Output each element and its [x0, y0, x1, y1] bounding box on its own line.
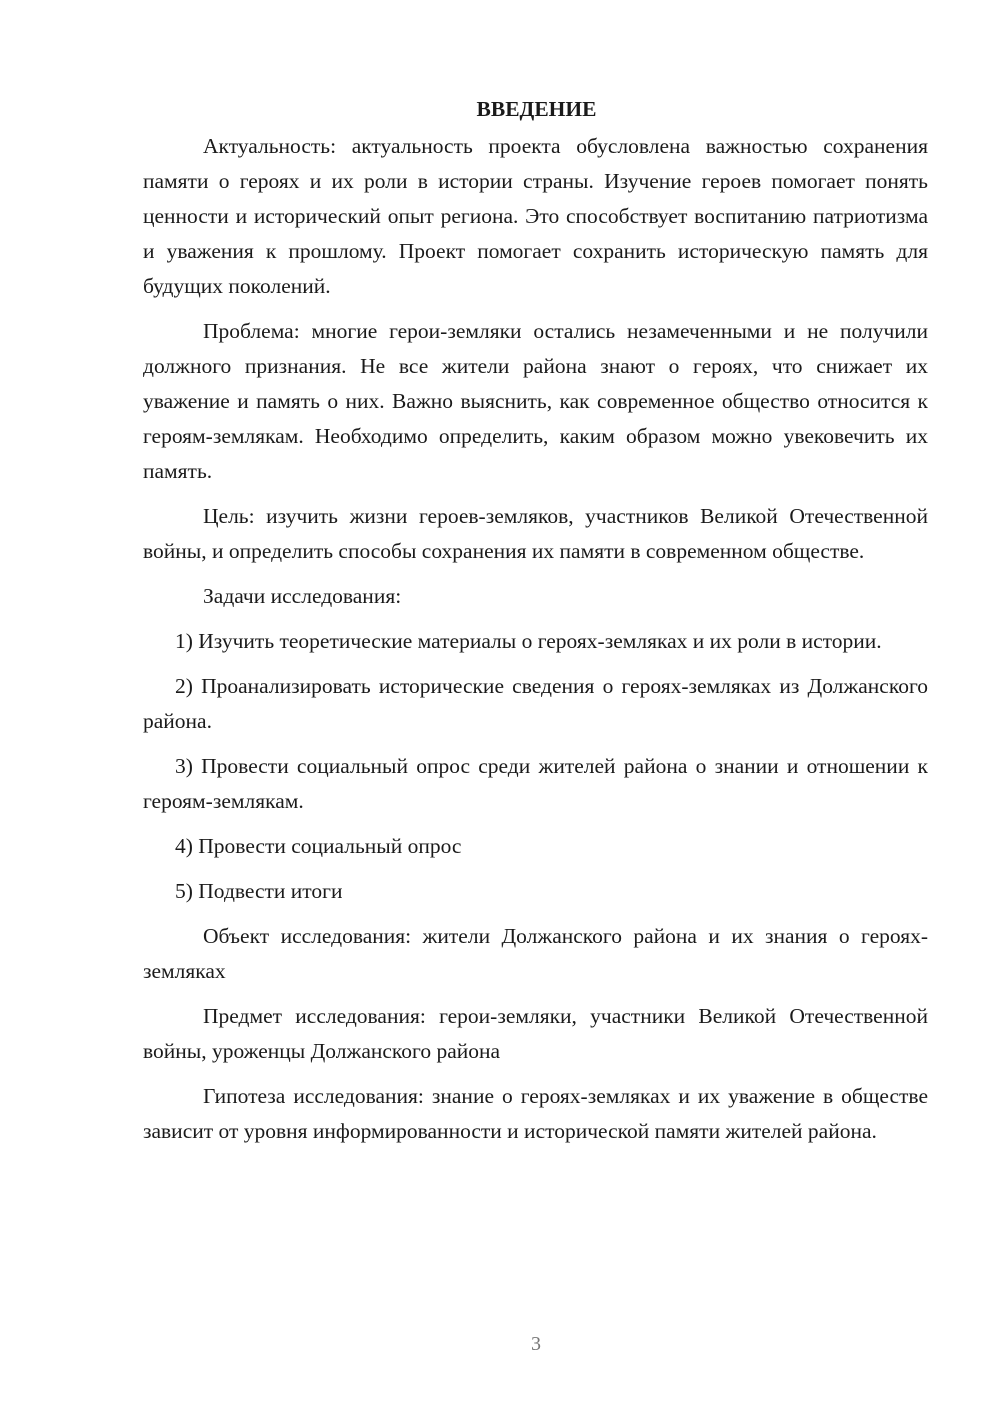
goal-paragraph: Цель: изучить жизни героев-земляков, участников Великой Отечественной войны, и определить способы сохранения их памяти в современном обществе. [143, 504, 928, 563]
relevance-paragraph: Актуальность: актуальность проекта обусловлена важностью сохранения памяти о героях и их роли в истории страны. Изучение героев помогает понять ценности и исторический опыт региона. Это способствует воспитанию патриотизма и уважения к прошлому. Проект помогает сохранить историческую память для будущих поколений. [143, 134, 928, 298]
hypothesis-paragraph: Гипотеза исследования: знание о героях-земляках и их уважение в обществе зависит от уровня информированности и исторической памяти жителей района. [143, 1084, 928, 1143]
document-page [143, 92, 928, 1159]
task-item-1: 1) Изучить теоретические материалы о героях-земляках и их роли в истории. [175, 629, 882, 653]
subject-paragraph: Предмет исследования: герои-земляки, участники Великой Отечественной войны, уроженцы Должанского района [143, 1004, 928, 1063]
tasks-heading: Задачи исследования: [203, 584, 402, 608]
task-item-5: 5) Подвести итоги [175, 879, 343, 903]
page-number: 3 [531, 1333, 541, 1355]
problem-paragraph: Проблема: многие герои-земляки остались незамеченными и не получили должного признания. Не все жители района знают о героях, что снижает их уважение и память о них. Важно выяснить, как современное общество относится к героям-землякам. Необходимо определить, каким образом можно увековечить их память. [143, 319, 928, 483]
task-item-2: 2) Проанализировать исторические сведения о героях-земляках из Должанского района. [143, 674, 928, 733]
task-item-4: 4) Провести социальный опрос [175, 834, 462, 858]
object-paragraph: Объект исследования: жители Должанского района и их знания о героях-земляках [143, 924, 928, 983]
task-item-3: 3) Провести социальный опрос среди жителей района о знании и отношении к героям-землякам. [143, 754, 928, 813]
page-title: ВВЕДЕНИЕ [476, 97, 597, 121]
